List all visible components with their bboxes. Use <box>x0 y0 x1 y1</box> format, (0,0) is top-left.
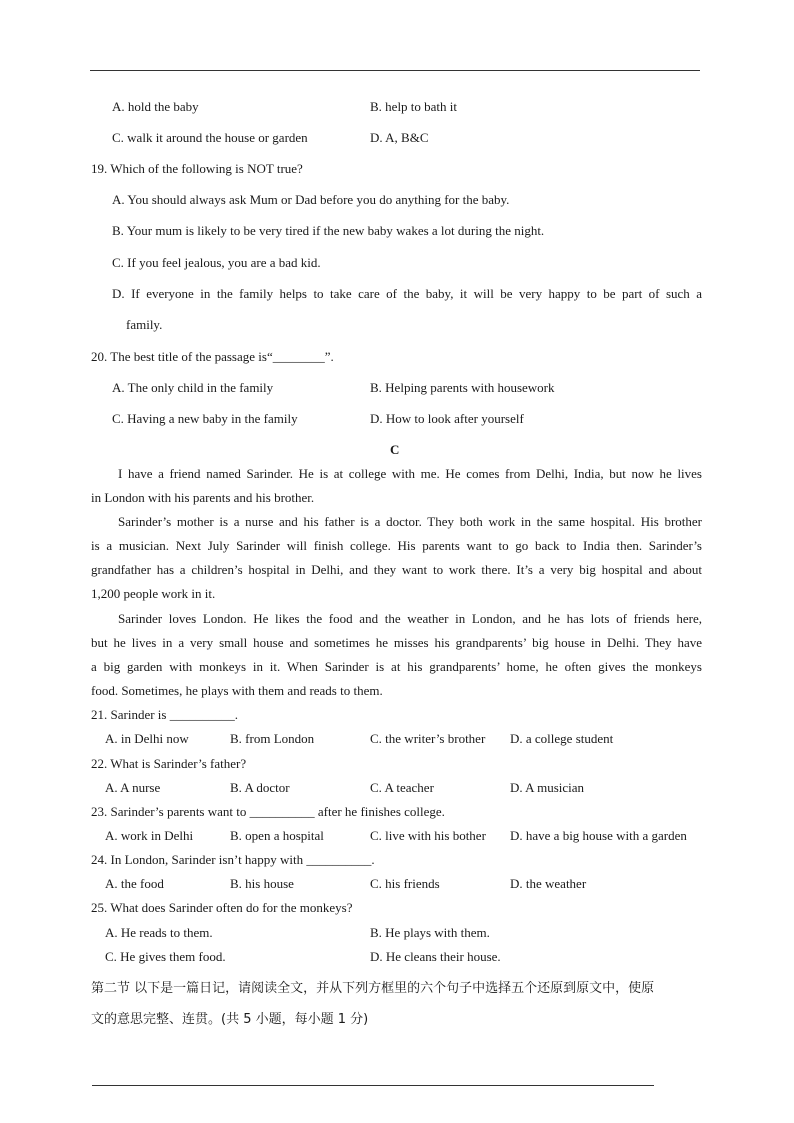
q20-option-c: C. Having a new baby in the family <box>112 411 298 426</box>
passage-p3-line3: a big garden with monkeys in it. When Sarinder is at his grandparents’ home, he often gives the monkeys <box>91 659 702 674</box>
passage-p3-line2: but he lives in a very small house and sometimes he misses his grandparents’ big house in Delhi. They have <box>91 635 702 650</box>
q21-option-b: B. from London <box>230 731 315 746</box>
q22-question: 22. What is Sarinder’s father? <box>91 756 247 771</box>
passage-p3-line4: food. Sometimes, he plays with them and reads to them. <box>91 683 383 698</box>
section-c-heading: C <box>390 442 400 457</box>
section2-instruction-line1: 第二节 以下是一篇日记，请阅读全文，并从下列方框里的六个句子中选择五个还原到原文中，使原 <box>91 981 655 996</box>
q18-option-d: D. A, B&C <box>370 130 429 145</box>
section2-instruction-line2: 文的意思完整、连贯。(共 5 小题，每小题 1 分) <box>91 1012 369 1027</box>
q19-option-b: B. Your mum is likely to be very tired if the new baby wakes a lot during the night. <box>112 223 545 238</box>
q19-option-c: C. If you feel jealous, you are a bad kid. <box>112 255 321 270</box>
q24-question: 24. In London, Sarinder isn’t happy with __________. <box>91 852 375 867</box>
header-rule <box>90 70 700 71</box>
q18-option-c: C. walk it around the house or garden <box>112 130 308 145</box>
q21-option-a: A. in Delhi now <box>105 731 189 746</box>
q25-option-d: D. He cleans their house. <box>370 949 501 964</box>
q20-option-b: B. Helping parents with housework <box>370 380 555 395</box>
q21-option-c: C. the writer’s brother <box>370 731 486 746</box>
passage-p2-line3: grandfather has a children’s hospital in Delhi, and they want to work there. It’s a very big hospital and about <box>91 562 702 577</box>
q23-option-a: A. work in Delhi <box>105 828 194 843</box>
q24-option-a: A. the food <box>105 876 164 891</box>
q22-option-d: D. A musician <box>510 780 585 795</box>
footer-rule <box>92 1085 654 1086</box>
q20-question: 20. The best title of the passage is“________”. <box>91 349 334 364</box>
passage-p2-line1: Sarinder’s mother is a nurse and his father is a doctor. They both work in the same hospital. His brother <box>118 514 702 529</box>
q21-question: 21. Sarinder is __________. <box>91 707 238 722</box>
q25-option-c: C. He gives them food. <box>105 949 226 964</box>
passage-p2-line2: is a musician. Next July Sarinder will finish college. His parents want to go back to India then. Sarinder’s <box>91 538 702 553</box>
q23-option-b: B. open a hospital <box>230 828 324 843</box>
q25-question: 25. What does Sarinder often do for the monkeys? <box>91 900 353 915</box>
q24-option-c: C. his friends <box>370 876 440 891</box>
q19-question: 19. Which of the following is NOT true? <box>91 161 303 176</box>
q22-option-b: B. A doctor <box>230 780 290 795</box>
q19-option-a: A. You should always ask Mum or Dad before you do anything for the baby. <box>112 192 510 207</box>
passage-p1-line1: I have a friend named Sarinder. He is at college with me. He comes from Delhi, India, but now he lives <box>118 466 702 481</box>
q24-option-d: D. the weather <box>510 876 587 891</box>
q25-option-b: B. He plays with them. <box>370 925 490 940</box>
q22-option-a: A. A nurse <box>105 780 161 795</box>
q23-question: 23. Sarinder’s parents want to __________ after he finishes college. <box>91 804 445 819</box>
passage-p1-line2: in London with his parents and his brother. <box>91 490 315 505</box>
q18-option-b: B. help to bath it <box>370 99 458 114</box>
q23-option-c: C. live with his bother <box>370 828 486 843</box>
q18-option-a: A. hold the baby <box>112 99 199 114</box>
q20-option-d: D. How to look after yourself <box>370 411 524 426</box>
passage-p3-line1: Sarinder loves London. He likes the food and the weather in London, and he has lots of friends here, <box>118 611 702 626</box>
q23-option-d: D. have a big house with a garden <box>510 828 687 843</box>
q25-option-a: A. He reads to them. <box>105 925 213 940</box>
q20-option-a: A. The only child in the family <box>112 380 274 395</box>
passage-p2-line4: 1,200 people work in it. <box>91 586 216 601</box>
q22-option-c: C. A teacher <box>370 780 434 795</box>
q21-option-d: D. a college student <box>510 731 614 746</box>
q24-option-b: B. his house <box>230 876 294 891</box>
q19-option-d: D. If everyone in the family helps to take care of the baby, it will be very happy to be part of such a <box>112 286 702 301</box>
q19-option-d-cont: family. <box>126 317 163 332</box>
